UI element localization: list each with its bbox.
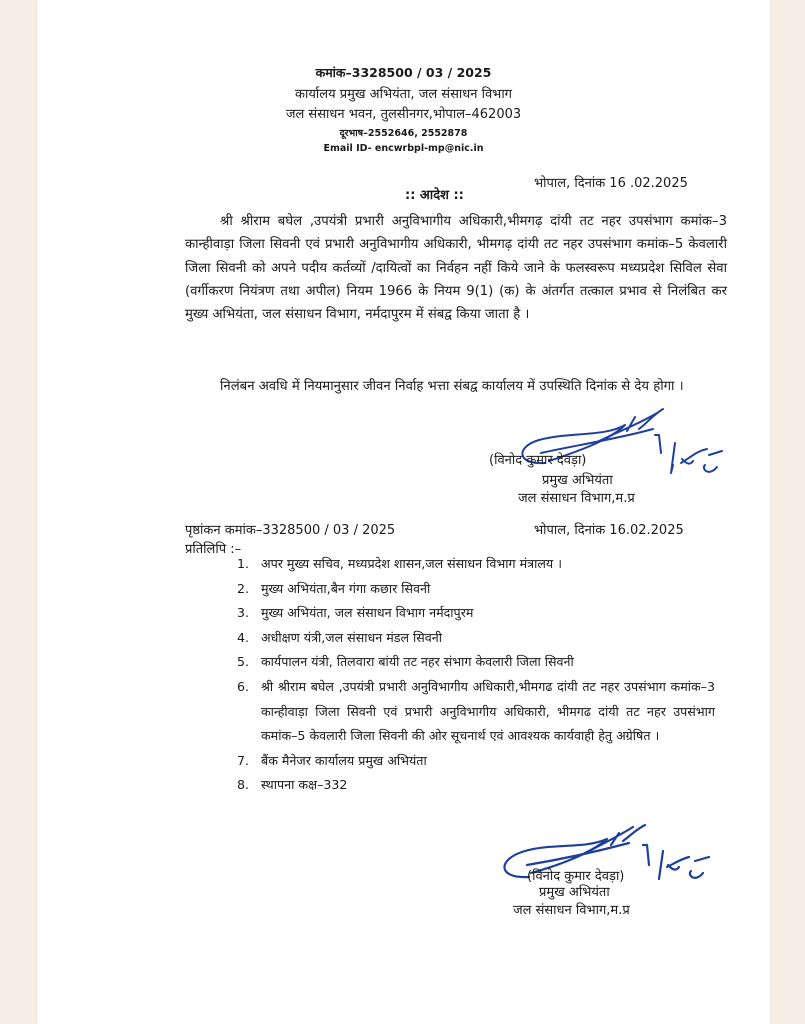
order-paragraph-1: श्री श्रीराम बघेल ,उपयंत्री प्रभारी अनुविभागीय अधिकारी,भीमगढ़ दांयी तट नहर उपसंभाग कमांक–3 कान्हीवाड़ा जिला सिवनी एवं प्रभारी अनुविभागीय अधिकारी, भीमगढ़ दांयी तट नहर उपसंभाग कमांक–5 केवलारी जिला सिवनी को अपने पदीय कर्तव्यों /दायित्वों का निर्वहन नहीं किये जाने के फलस्वरूप मध्यप्रदेश सिविल सेवा (वर्गीकरण नियंत्रण तथा अपील) नियम 1966 के नियम 9(1) (क) के अंतर्गत तत्काल प्रभाव से निलंबित कर मुख्य अभियंता, जल संसाधन विभाग, नर्मदापुरम में संबद्व किया जाता है ।: [185, 214, 727, 323]
copy-label: प्रतिलिपि :–: [185, 542, 242, 557]
order-title: :: आदेश ::: [405, 188, 464, 203]
document-page: [37, 0, 770, 1024]
list-item: 8. स्थापना कक्ष–332: [237, 777, 348, 793]
signature-2-designation: प्रमुख अभियंता: [539, 885, 610, 900]
endorsement-ref-number: पृष्ठांकन कमांक–3328500 / 03 / 2025: [185, 523, 396, 538]
signature-1-department: जल संसाधन विभाग,म.प्र: [518, 491, 635, 506]
list-item: 5. कार्यपालन यंत्री, तिलवारा बांयी तट नहर संभाग केवलारी जिला सिवनी: [237, 654, 574, 670]
order-paragraph-2: निलंबन अवधि में नियमानुसार जीवन निर्वाह भत्ता संबद्व कार्यालय में उपस्थिति दिनांक से देय होगा ।: [220, 379, 684, 394]
header-address: जल संसाधन भवन, तुलसीनगर,भोपाल–462003: [285, 107, 522, 122]
list-item: 6. श्री श्रीराम बघेल ,उपयंत्री प्रभारी अनुविभागीय अधिकारी,भीमगढ दांयी तट नहर उपसंभाग कमांक–3 कान्हीवाड़ा जिला सिवनी एवं प्रभारी अनुविभागीय अधिकारी, भीमगढ दांयी तट नहर उपसंभाग कमांक–5 केवलारी जिला सिवनी की ओर सूचनार्थ एवं आवश्यक कार्यवाही हेतु अग्रेषित ।: [237, 678, 715, 744]
list-item: 4. अधीक्षण यंत्री,जल संसाधन मंडल सिवनी: [237, 629, 443, 645]
signature-2-department: जल संसाधन विभाग,म.प्र: [513, 903, 630, 918]
list-item: 2. मुख्य अभियंता,बैन गंगा कछार सिवनी: [237, 580, 431, 596]
header-office: कार्यालय प्रमुख अभियंता, जल संसाधन विभाग: [295, 87, 512, 102]
header-ref-number: कमांक–3328500 / 03 / 2025: [315, 65, 492, 80]
signature-1-designation: प्रमुख अभियंता: [542, 473, 613, 488]
list-item: 1. अपर मुख्य सचिव, मध्यप्रदेश शासन,जल संसाधन विभाग मंत्रालय ।: [237, 556, 562, 571]
order-date: भोपाल, दिनांक 16 .02.2025: [534, 176, 688, 191]
copy-list: [237, 552, 715, 798]
header-email: Email ID- encwrbpl-mp@nic.in: [323, 143, 484, 154]
header-phone: दूरभाष–2552646, 2552878: [339, 128, 468, 139]
endorsement-date: भोपाल, दिनांक 16.02.2025: [534, 523, 684, 538]
list-item: 7. बैंक मैनेजर कार्यालय प्रमुख अभियंता: [237, 752, 427, 768]
signature-1-name: (विनोद कुमार देवड़ा): [489, 453, 587, 468]
list-item: 3. मुख्य अभियंता, जल संसाधन विभाग नर्मदापुरम: [237, 605, 474, 621]
signature-2-name: (विनोद कुमार देवड़ा): [527, 869, 625, 884]
